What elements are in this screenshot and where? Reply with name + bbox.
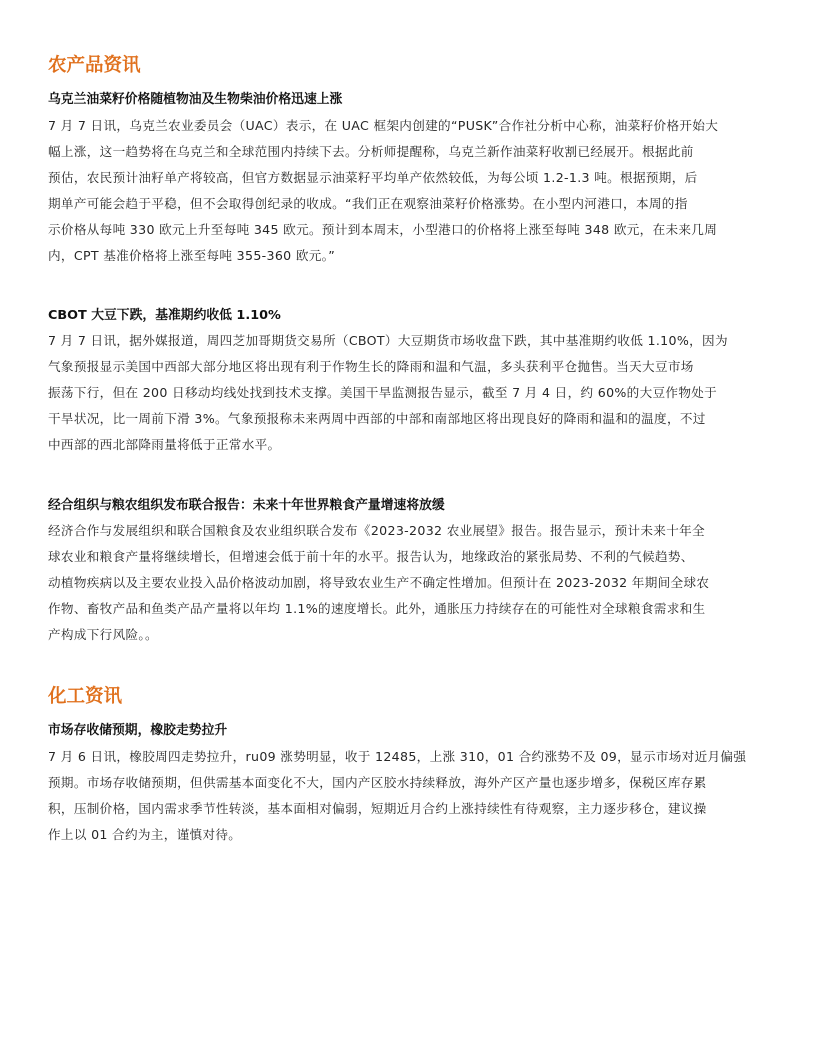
text-line: 预估，农民预计油籽单产将较高，但官方数据显示油菜籽平均单产依然较低，为每公顷 1.2-1.3 吨。根据预期，后: [48, 170, 698, 185]
text-line: 7 月 7 日讯，据外媒报道，周四芝加哥期货交易所（CBOT）大豆期货市场收盘下跌，其中基准期约收低 1.10%，因为: [48, 333, 728, 348]
article-title-rubber: 市场存收储预期，橡胶走势拉升: [48, 723, 228, 738]
text-line: 气象预报显示美国中西部大部分地区将出现有利于作物生长的降雨和温和气温，多头获利平仓抛售。当天大豆市场: [48, 359, 694, 374]
section-title-agriculture: 农产品资讯: [48, 55, 141, 76]
text-line: 示价格从每吨 330 欧元上升至每吨 345 欧元。预计到本周末，小型港口的价格将上涨至每吨 348 欧元，在未来几周: [48, 222, 718, 237]
article-title-oecd-fao-report: 经合组织与粮农组织发布联合报告：未来十年世界粮食产量增速将放缓: [48, 498, 445, 513]
text-line: 经济合作与发展组织和联合国粮食及农业组织联合发布《2023-2032 农业展望》报告。报告显示，预计未来十年全: [48, 523, 705, 538]
article-body-oecd-fao-report: [48, 518, 768, 648]
article-body-rubber: [48, 744, 768, 848]
text-line: 球农业和粮食产量将继续增长，但增速会低于前十年的水平。报告认为，地缘政治的紧张局势、不利的气候趋势、: [48, 549, 694, 564]
article-body-ukraine-rapeseed: [48, 113, 768, 269]
text-line: 积，压制价格，国内需求季节性转淡，基本面相对偏弱，短期近月合约上涨持续性有待观察，主力逐步移仓，建议操: [48, 801, 707, 816]
text-line: 干旱状况，比一周前下滑 3%。气象预报称未来两周中西部的中部和南部地区将出现良好的降雨和温和的温度，不过: [48, 411, 706, 426]
text-line: 作上以 01 合约为主，谨慎对待。: [48, 827, 242, 842]
text-line: 7 月 6 日讯，橡胶周四走势拉升，ru09 涨势明显，收于 12485，上涨 310，01 合约涨势不及 09，显示市场对近月偏强: [48, 749, 747, 764]
text-line: 期单产可能会趋于平稳，但不会取得创纪录的收成。“我们正在观察油菜籽价格涨势。在小型内河港口，本周的指: [48, 196, 688, 211]
article-title-ukraine-rapeseed: 乌克兰油菜籽价格随植物油及生物柴油价格迅速上涨: [48, 92, 343, 107]
text-line: 幅上涨，这一趋势将在乌克兰和全球范围内持续下去。分析师提醒称，乌克兰新作油菜籽收割已经展开。根据此前: [48, 144, 694, 159]
text-line: 作物、畜牧产品和鱼类产品产量将以年均 1.1%的速度增长。此外，通胀压力持续存在的可能性对全球粮食需求和生: [48, 601, 706, 616]
text-line: 中西部的西北部降雨量将低于正常水平。: [48, 437, 281, 452]
section-title-chemical: 化工资讯: [48, 686, 123, 707]
text-line: 内，CPT 基准价格将上涨至每吨 355-360 欧元。”: [48, 248, 336, 263]
text-line: 产构成下行风险。。: [48, 627, 158, 642]
text-line: 动植物疾病以及主要农业投入品价格波动加剧，将导致农业生产不确定性增加。但预计在 2023-2032 年期间全球农: [48, 575, 710, 590]
article-title-cbot-soybean: CBOT 大豆下跌，基准期约收低 1.10%: [48, 308, 281, 323]
text-line: 振荡下行，但在 200 日移动均线处找到技术支撑。美国干旱监测报告显示，截至 7 月 4 日，约 60%的大豆作物处于: [48, 385, 718, 400]
text-line: 预期。市场存收储预期，但供需基本面变化不大，国内产区胶水持续释放，海外产区产量也逐步增多，保税区库存累: [48, 775, 707, 790]
article-body-cbot-soybean: [48, 328, 768, 458]
text-line: 7 月 7 日讯，乌克兰农业委员会（UAC）表示，在 UAC 框架内创建的“PUSK”合作社分析中心称，油菜籽价格开始大: [48, 118, 719, 133]
